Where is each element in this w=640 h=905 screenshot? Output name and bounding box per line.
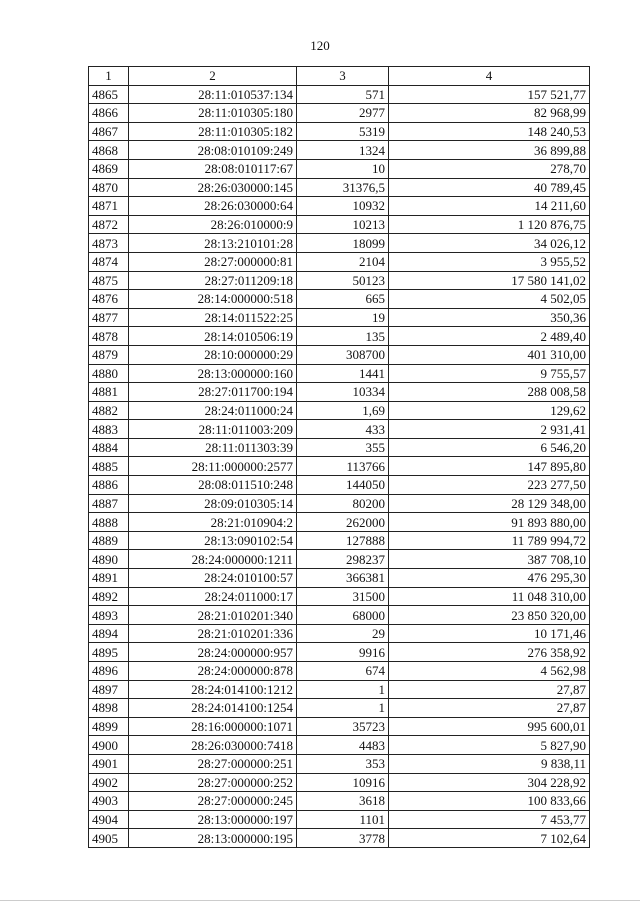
table-row [89,364,590,383]
table-row [89,606,590,625]
value-cell: 10 171,46 [389,624,590,643]
table-row [89,327,590,346]
cadastral-number-cell: 28:16:000000:1071 [129,717,297,736]
value-cell: 4 562,98 [389,662,590,681]
row-number-cell: 4899 [89,717,129,736]
area-cell: 2977 [297,104,389,123]
table-body [89,85,590,847]
value-cell: 288 008,58 [389,383,590,402]
row-number-cell: 4874 [89,252,129,271]
row-number-cell: 4885 [89,457,129,476]
row-number-cell: 4888 [89,513,129,532]
cadastral-number-cell: 28:10:000000:29 [129,345,297,364]
table-row [89,754,590,773]
cadastral-number-cell: 28:11:000000:2577 [129,457,297,476]
table-row [89,197,590,216]
cadastral-number-cell: 28:13:000000:197 [129,810,297,829]
cadastral-number-cell: 28:13:000000:160 [129,364,297,383]
value-cell: 2 489,40 [389,327,590,346]
value-cell: 476 295,30 [389,569,590,588]
value-cell: 9 838,11 [389,754,590,773]
value-cell: 17 580 141,02 [389,271,590,290]
value-cell: 276 358,92 [389,643,590,662]
row-number-cell: 4897 [89,680,129,699]
cadastral-number-cell: 28:24:011000:17 [129,587,297,606]
area-cell: 9916 [297,643,389,662]
area-cell: 355 [297,438,389,457]
value-cell: 995 600,01 [389,717,590,736]
value-cell: 387 708,10 [389,550,590,569]
area-cell: 50123 [297,271,389,290]
table-row [89,252,590,271]
table-row [89,383,590,402]
row-number-cell: 4894 [89,624,129,643]
cadastral-number-cell: 28:21:010201:340 [129,606,297,625]
area-cell: 144050 [297,476,389,495]
value-cell: 100 833,66 [389,792,590,811]
value-cell: 147 895,80 [389,457,590,476]
row-number-cell: 4870 [89,178,129,197]
value-cell: 2 931,41 [389,420,590,439]
area-cell: 1324 [297,141,389,160]
area-cell: 571 [297,85,389,104]
table-row [89,271,590,290]
cadastral-number-cell: 28:13:000000:195 [129,829,297,848]
table-row [89,792,590,811]
cadastral-number-cell: 28:09:010305:14 [129,494,297,513]
value-cell: 82 968,99 [389,104,590,123]
cadastral-number-cell: 28:21:010904:2 [129,513,297,532]
row-number-cell: 4901 [89,754,129,773]
table-row [89,494,590,513]
table-row [89,680,590,699]
area-cell: 1441 [297,364,389,383]
area-cell: 1 [297,699,389,718]
row-number-cell: 4889 [89,531,129,550]
table-row [89,587,590,606]
cadastral-number-cell: 28:27:000000:251 [129,754,297,773]
cadastral-number-cell: 28:27:000000:81 [129,252,297,271]
table-row [89,308,590,327]
row-number-cell: 4892 [89,587,129,606]
value-cell: 7 453,77 [389,810,590,829]
cadastral-value-table [88,66,590,848]
cadastral-number-cell: 28:27:011700:194 [129,383,297,402]
value-cell: 350,36 [389,308,590,327]
row-number-cell: 4902 [89,773,129,792]
row-number-cell: 4865 [89,85,129,104]
area-cell: 298237 [297,550,389,569]
area-cell: 3618 [297,792,389,811]
area-cell: 29 [297,624,389,643]
area-cell: 31500 [297,587,389,606]
value-cell: 28 129 348,00 [389,494,590,513]
cadastral-number-cell: 28:27:000000:245 [129,792,297,811]
table-header [89,67,590,86]
value-cell: 4 502,05 [389,290,590,309]
cadastral-number-cell: 28:26:010000:9 [129,215,297,234]
row-number-cell: 4869 [89,159,129,178]
value-cell: 91 893 880,00 [389,513,590,532]
table-row [89,643,590,662]
row-number-cell: 4878 [89,327,129,346]
cadastral-number-cell: 28:08:010117:67 [129,159,297,178]
row-number-cell: 4904 [89,810,129,829]
area-cell: 10932 [297,197,389,216]
table-row [89,141,590,160]
column-header-2: 2 [129,67,297,86]
area-cell: 113766 [297,457,389,476]
table-row [89,457,590,476]
row-number-cell: 4884 [89,438,129,457]
area-cell: 674 [297,662,389,681]
table-row [89,736,590,755]
column-header-4: 4 [389,67,590,86]
cadastral-number-cell: 28:24:014100:1254 [129,699,297,718]
table-row [89,122,590,141]
value-cell: 223 277,50 [389,476,590,495]
row-number-cell: 4881 [89,383,129,402]
area-cell: 10 [297,159,389,178]
table-row [89,662,590,681]
table-row [89,531,590,550]
table-row [89,476,590,495]
area-cell: 433 [297,420,389,439]
value-cell: 148 240,53 [389,122,590,141]
area-cell: 5319 [297,122,389,141]
row-number-cell: 4882 [89,401,129,420]
value-cell: 5 827,90 [389,736,590,755]
cadastral-number-cell: 28:24:011000:24 [129,401,297,420]
cadastral-number-cell: 28:27:000000:252 [129,773,297,792]
cadastral-number-cell: 28:14:010506:19 [129,327,297,346]
page-number: 120 [310,38,330,53]
table-row [89,104,590,123]
area-cell: 3778 [297,829,389,848]
table-row [89,290,590,309]
table-row [89,717,590,736]
value-cell: 129,62 [389,401,590,420]
area-cell: 127888 [297,531,389,550]
value-cell: 11 789 994,72 [389,531,590,550]
table-row [89,85,590,104]
table-row [89,178,590,197]
cadastral-number-cell: 28:13:090102:54 [129,531,297,550]
column-header-1: 1 [89,67,129,86]
area-cell: 10916 [297,773,389,792]
value-cell: 36 899,88 [389,141,590,160]
value-cell: 401 310,00 [389,345,590,364]
value-cell: 3 955,52 [389,252,590,271]
cadastral-number-cell: 28:11:011303:39 [129,438,297,457]
area-cell: 31376,5 [297,178,389,197]
row-number-cell: 4868 [89,141,129,160]
row-number-cell: 4896 [89,662,129,681]
cadastral-number-cell: 28:11:010305:182 [129,122,297,141]
scan-edge-line [0,900,640,901]
area-cell: 353 [297,754,389,773]
area-cell: 80200 [297,494,389,513]
area-cell: 10213 [297,215,389,234]
cadastral-number-cell: 28:24:000000:878 [129,662,297,681]
area-cell: 19 [297,308,389,327]
row-number-cell: 4903 [89,792,129,811]
table-row [89,699,590,718]
header-row [89,67,590,86]
area-cell: 2104 [297,252,389,271]
row-number-cell: 4895 [89,643,129,662]
table-row [89,829,590,848]
row-number-cell: 4871 [89,197,129,216]
cadastral-number-cell: 28:24:000000:957 [129,643,297,662]
cadastral-number-cell: 28:26:030000:64 [129,197,297,216]
value-cell: 34 026,12 [389,234,590,253]
area-cell: 4483 [297,736,389,755]
area-cell: 366381 [297,569,389,588]
cadastral-number-cell: 28:21:010201:336 [129,624,297,643]
table-row [89,234,590,253]
area-cell: 10334 [297,383,389,402]
value-cell: 157 521,77 [389,85,590,104]
value-cell: 278,70 [389,159,590,178]
area-cell: 665 [297,290,389,309]
table-row [89,345,590,364]
cadastral-number-cell: 28:24:014100:1212 [129,680,297,699]
value-cell: 1 120 876,75 [389,215,590,234]
row-number-cell: 4905 [89,829,129,848]
area-cell: 1101 [297,810,389,829]
row-number-cell: 4900 [89,736,129,755]
row-number-cell: 4866 [89,104,129,123]
cadastral-number-cell: 28:24:000000:1211 [129,550,297,569]
area-cell: 1 [297,680,389,699]
value-cell: 27,87 [389,680,590,699]
row-number-cell: 4883 [89,420,129,439]
row-number-cell: 4867 [89,122,129,141]
cadastral-number-cell: 28:11:011003:209 [129,420,297,439]
cadastral-number-cell: 28:11:010537:134 [129,85,297,104]
table-row [89,569,590,588]
value-cell: 27,87 [389,699,590,718]
row-number-cell: 4876 [89,290,129,309]
row-number-cell: 4891 [89,569,129,588]
value-cell: 14 211,60 [389,197,590,216]
table-row [89,810,590,829]
row-number-cell: 4879 [89,345,129,364]
cadastral-number-cell: 28:27:011209:18 [129,271,297,290]
row-number-cell: 4893 [89,606,129,625]
table-row [89,420,590,439]
cadastral-number-cell: 28:14:011522:25 [129,308,297,327]
cadastral-number-cell: 28:13:210101:28 [129,234,297,253]
row-number-cell: 4877 [89,308,129,327]
value-cell: 7 102,64 [389,829,590,848]
cadastral-number-cell: 28:26:030000:7418 [129,736,297,755]
cadastral-number-cell: 28:08:011510:248 [129,476,297,495]
cadastral-number-cell: 28:14:000000:518 [129,290,297,309]
table-row [89,550,590,569]
value-cell: 40 789,45 [389,178,590,197]
area-cell: 35723 [297,717,389,736]
table-row [89,438,590,457]
column-header-3: 3 [297,67,389,86]
table-row [89,773,590,792]
value-cell: 23 850 320,00 [389,606,590,625]
row-number-cell: 4898 [89,699,129,718]
row-number-cell: 4872 [89,215,129,234]
cadastral-number-cell: 28:24:010100:57 [129,569,297,588]
value-cell: 6 546,20 [389,438,590,457]
cadastral-number-cell: 28:11:010305:180 [129,104,297,123]
cadastral-number-cell: 28:08:010109:249 [129,141,297,160]
row-number-cell: 4890 [89,550,129,569]
area-cell: 262000 [297,513,389,532]
table-row [89,215,590,234]
area-cell: 135 [297,327,389,346]
value-cell: 11 048 310,00 [389,587,590,606]
value-cell: 9 755,57 [389,364,590,383]
table-row [89,159,590,178]
row-number-cell: 4886 [89,476,129,495]
area-cell: 18099 [297,234,389,253]
value-cell: 304 228,92 [389,773,590,792]
table-row [89,513,590,532]
row-number-cell: 4875 [89,271,129,290]
table-row [89,401,590,420]
row-number-cell: 4880 [89,364,129,383]
row-number-cell: 4873 [89,234,129,253]
cadastral-number-cell: 28:26:030000:145 [129,178,297,197]
area-cell: 1,69 [297,401,389,420]
row-number-cell: 4887 [89,494,129,513]
table-row [89,624,590,643]
area-cell: 68000 [297,606,389,625]
area-cell: 308700 [297,345,389,364]
